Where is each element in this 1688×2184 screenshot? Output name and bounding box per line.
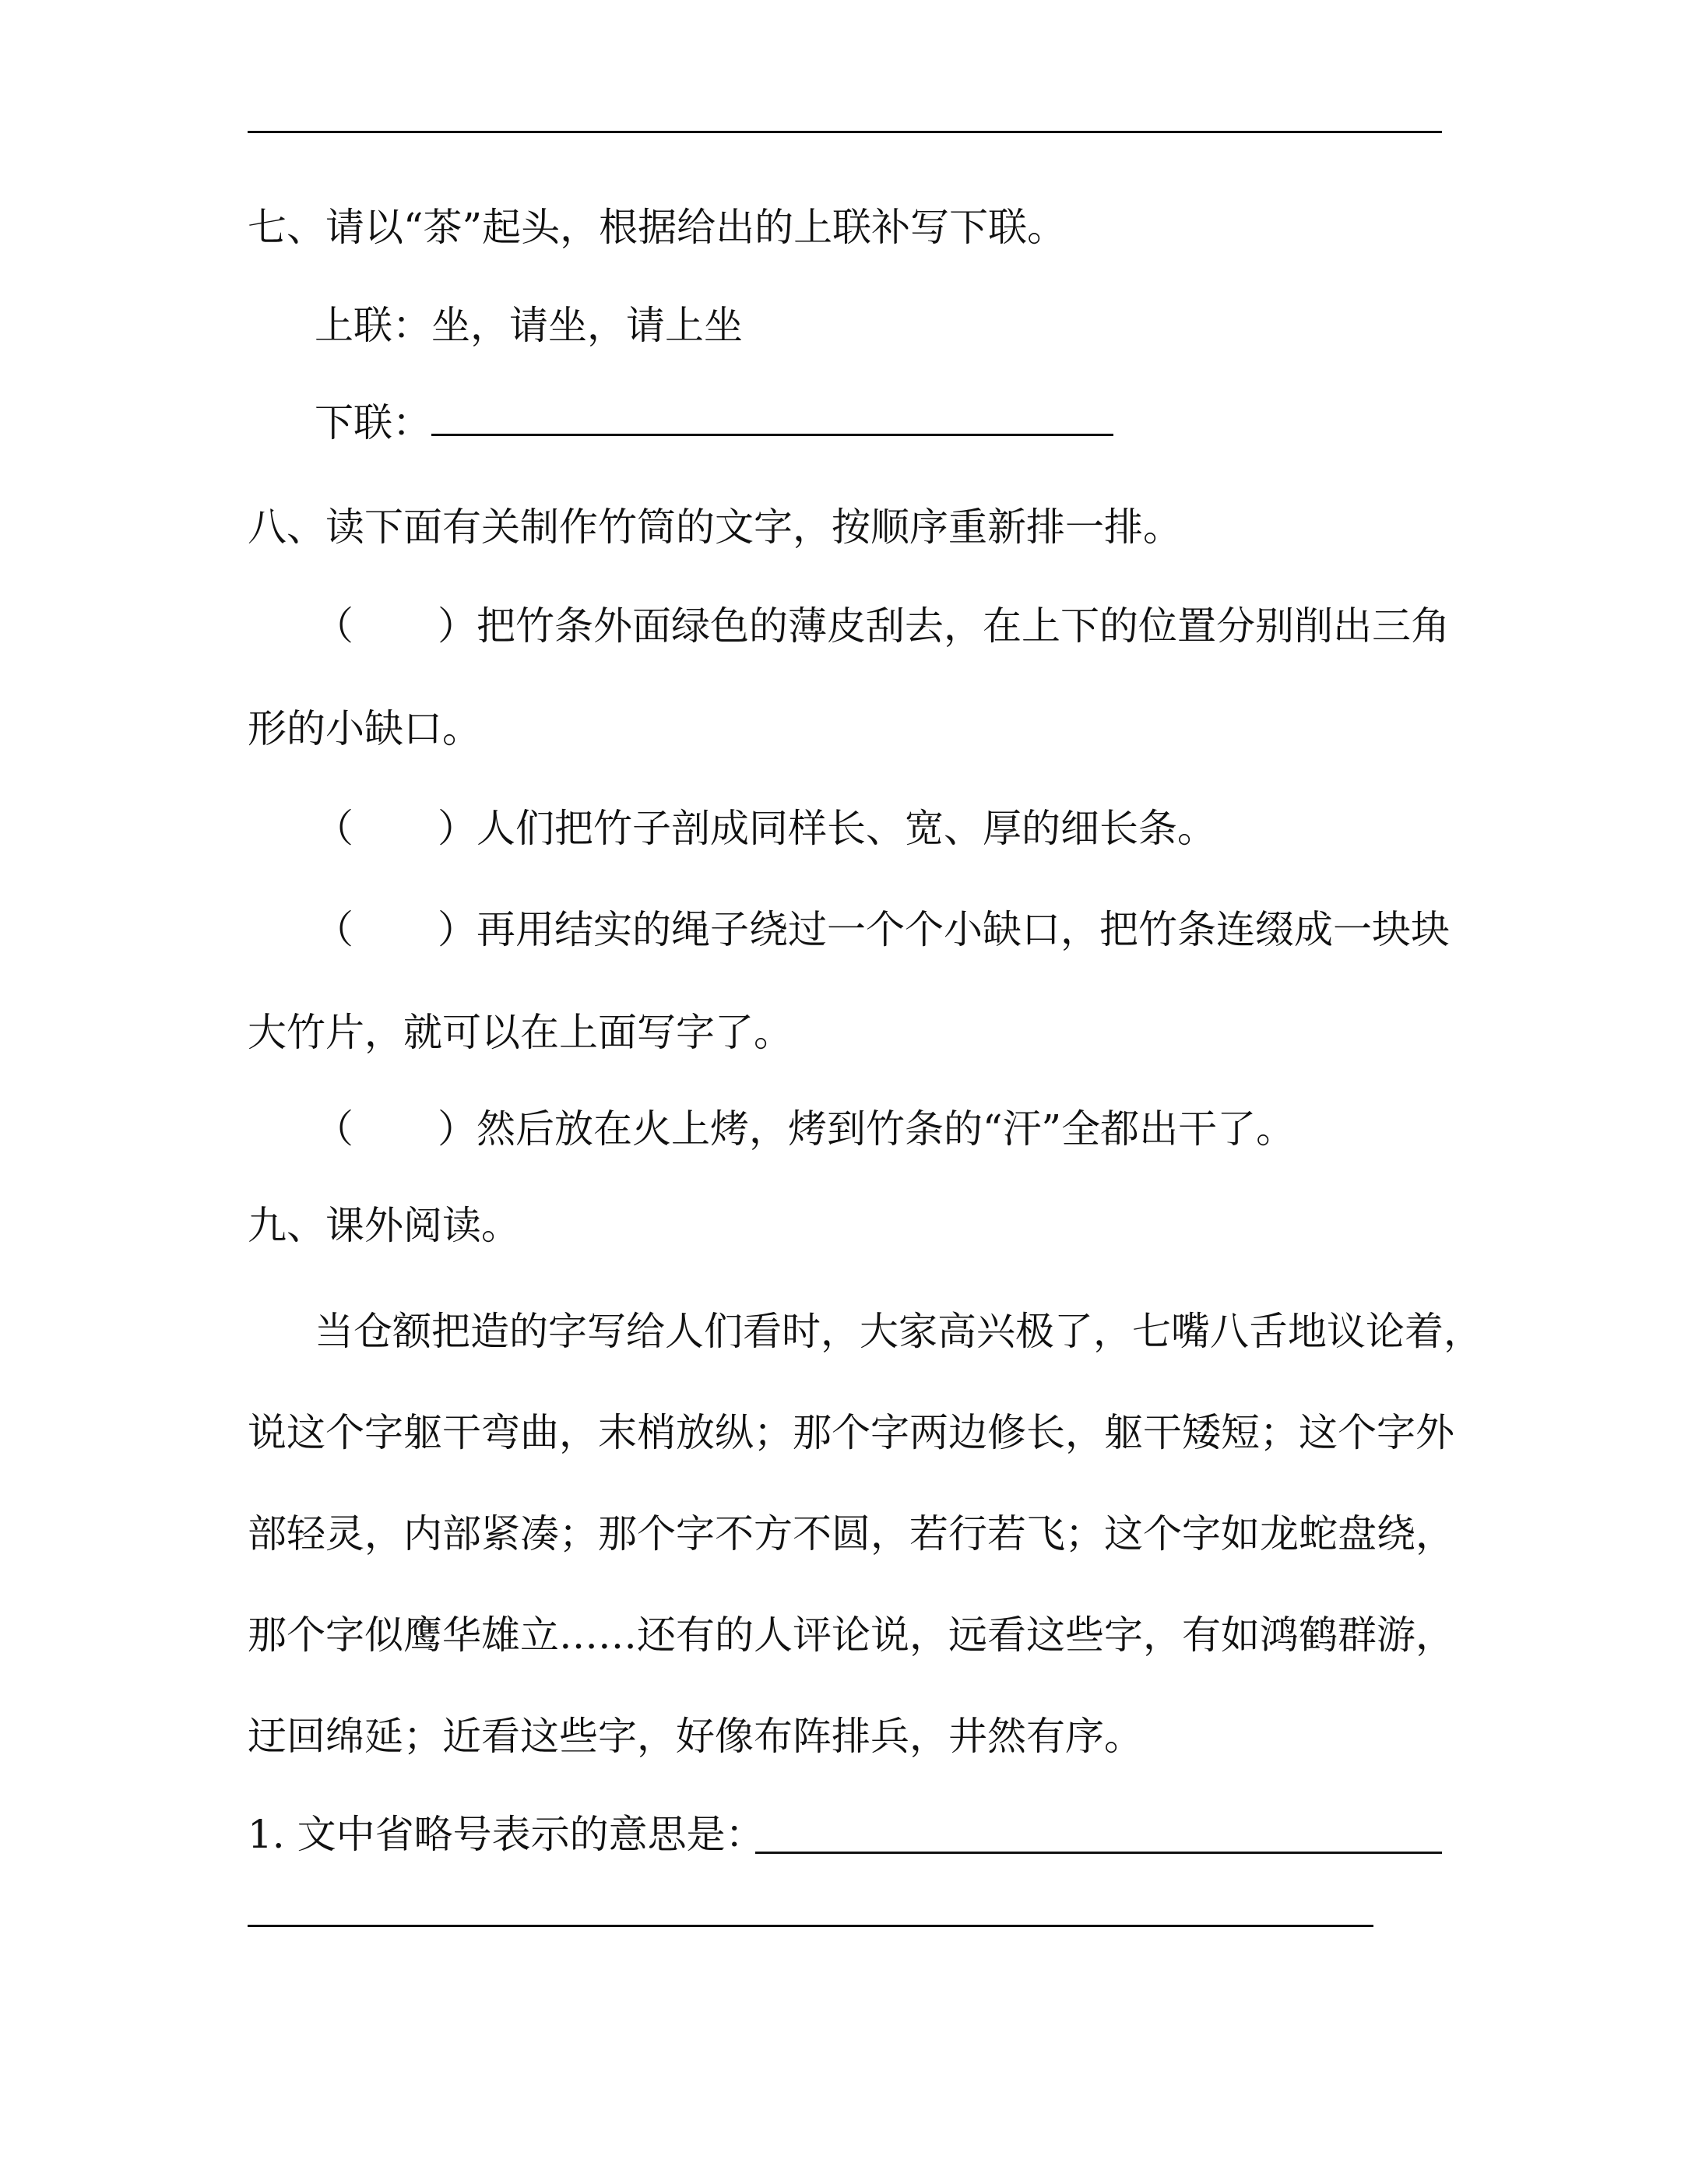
q8-item-3 xyxy=(315,906,1450,953)
q8-item-3-continued: 大竹片，就可以在上面写字了。 xyxy=(248,1010,793,1055)
q9-passage-line-1: 当仓额把造的字写给人们看时，大家高兴极了，七嘴八舌地议论着， xyxy=(315,1309,1482,1354)
q8-item-3-close-paren: ） xyxy=(438,907,477,952)
q8-item-4 xyxy=(315,1106,1295,1152)
q9-passage-line-3: 部轻灵，内部紧凑；那个字不方不圆，若行若飞；这个字如龙蛇盘绕， xyxy=(248,1511,1454,1556)
q8-heading: 八、读下面有关制作竹筒的文字，按顺序重新排一排。 xyxy=(248,505,1182,550)
q7-heading: 七、请以“茶”起头，根据给出的上联补写下联。 xyxy=(248,205,1067,250)
q9-question-1-label: 1. 文中省略号表示的意思是： xyxy=(248,1812,765,1857)
q8-item-1-continued: 形的小缺口。 xyxy=(248,706,481,751)
q8-item-2-close-paren: ） xyxy=(438,806,477,851)
q8-item-4-open-paren: （ xyxy=(315,1106,353,1152)
top-answer-line xyxy=(248,131,1442,133)
q8-item-2-text: 人们把竹子剖成同样长、宽、厚的细长条。 xyxy=(477,806,1216,851)
q8-item-1 xyxy=(315,603,1450,649)
q9-question-1-answer-line-2[interactable] xyxy=(248,1925,1373,1927)
q9-question-1-answer-line-1[interactable] xyxy=(755,1852,1442,1854)
q9-passage-line-2: 说这个字躯干弯曲，末梢放纵；那个字两边修长，躯干矮短；这个字外 xyxy=(248,1410,1454,1455)
q9-passage-line-4: 那个字似鹰华雄立……还有的人评论说，远看这些字，有如鸿鹤群游， xyxy=(248,1613,1454,1658)
q8-item-1-text: 把竹条外面绿色的薄皮刮去，在上下的位置分别削出三角 xyxy=(477,603,1450,649)
q9-passage-line-5: 迂回绵延；近看这些字，好像布阵排兵，井然有序。 xyxy=(248,1714,1143,1759)
q9-question-1 xyxy=(248,1811,765,1858)
q8-item-4-close-paren: ） xyxy=(438,1106,477,1152)
q8-item-2 xyxy=(315,805,1216,852)
q8-item-1-open-paren: （ xyxy=(315,603,353,649)
q8-item-1-close-paren: ） xyxy=(438,603,477,649)
q7-upper-couplet: 上联：坐，请坐，请上坐 xyxy=(315,303,743,348)
q7-lower-couplet xyxy=(315,399,1113,446)
q7-answer-blank[interactable] xyxy=(431,403,1113,436)
q8-item-2-open-paren: （ xyxy=(315,806,353,851)
q8-item-3-text: 再用结实的绳子绕过一个个小缺口，把竹条连缀成一块块 xyxy=(477,907,1450,952)
q7-lower-couplet-label: 下联： xyxy=(315,400,431,445)
q9-heading: 九、课外阅读。 xyxy=(248,1203,520,1248)
q8-item-3-open-paren: （ xyxy=(315,907,353,952)
q8-item-4-text: 然后放在火上烤，烤到竹条的“汗”全都出干了。 xyxy=(477,1106,1296,1152)
